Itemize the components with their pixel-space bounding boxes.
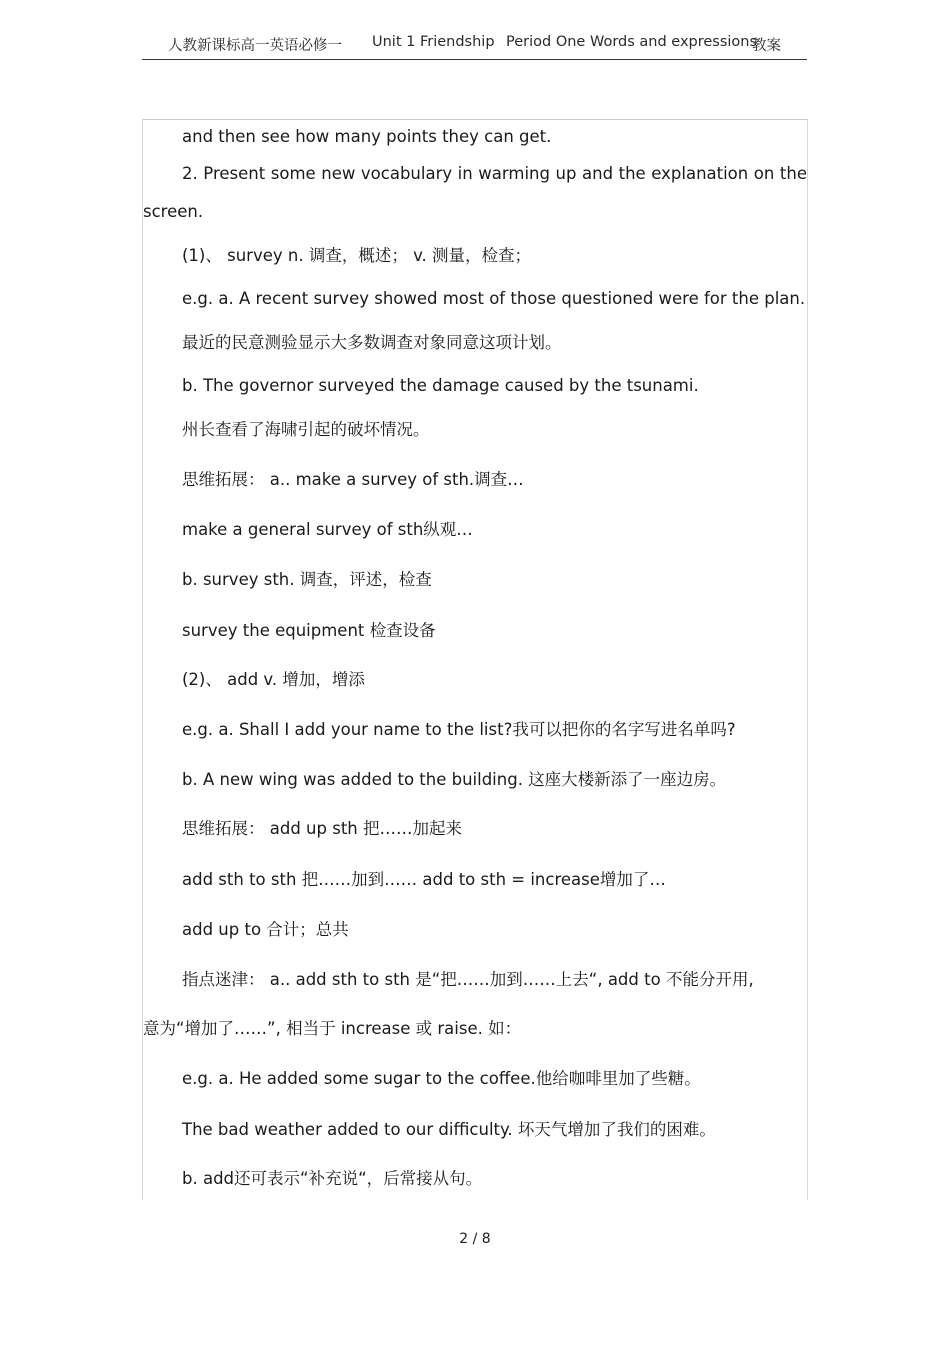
extension-line: b. survey sth. 调查，评述，检查: [182, 570, 432, 589]
header-period: Period One Words and expressions: [506, 34, 758, 50]
translation-line: 最近的民意测验显示大多数调查对象同意这项计划。: [182, 333, 562, 352]
extension-line: add sth to sth 把……加到…… add to sth = increase增加了…: [182, 870, 666, 889]
vocab-survey-heading: (1)、 survey n. 调查，概述； v. 测量，检查；: [182, 246, 532, 265]
header-course-title: 人教新课标高一英语必修一: [168, 38, 342, 54]
example-line: b. The governor surveyed the damage caused by the tsunami.: [182, 376, 699, 395]
example-line: b. A new wing was added to the building. 这座大楼新添了一座边房。: [182, 770, 727, 789]
text-line-1: and then see how many points they can get.: [182, 127, 552, 146]
extension-line: 思维拓展： a.. make a survey of sth.调查…: [182, 470, 524, 489]
vocab-add-heading: (2)、 add v. 增加，增添: [182, 670, 365, 689]
tip-line: 指点迷津： a.. add sth to sth 是“把……加到……上去“, add to 不能分开用,: [182, 970, 754, 989]
extension-line: add up to 合计；总共: [182, 920, 349, 939]
extension-line: make a general survey of sth纵观…: [182, 520, 473, 539]
page-number: 2 / 8: [459, 1231, 491, 1247]
header-divider: [142, 59, 807, 60]
example-line: The bad weather added to our difficulty. 坏天气增加了我们的困难。: [182, 1120, 716, 1139]
note-line: b. add还可表示“补充说“，后常接从句。: [182, 1169, 483, 1188]
extension-line: survey the equipment 检查设备: [182, 621, 436, 640]
example-line: e.g. a. He added some sugar to the coffee.他给咖啡里加了些糖。: [182, 1069, 701, 1088]
tip-line-continued: 意为“增加了……”, 相当于 increase 或 raise. 如：: [143, 1019, 522, 1038]
example-line: e.g. a. A recent survey showed most of those questioned were for the plan.: [182, 289, 806, 308]
example-line: e.g. a. Shall I add your name to the list?我可以把你的名字写进名单吗?: [182, 720, 736, 739]
header-doc-type: 教案: [752, 38, 781, 54]
header-unit: Unit 1 Friendship: [372, 34, 495, 50]
text-line-3: screen.: [143, 202, 204, 221]
text-line-2: 2. Present some new vocabulary in warming up and the explanation on the: [182, 164, 807, 183]
page-header: [142, 34, 807, 56]
translation-line: 州长查看了海啸引起的破坏情况。: [182, 420, 430, 439]
extension-line: 思维拓展： add up sth 把……加起来: [182, 819, 462, 838]
